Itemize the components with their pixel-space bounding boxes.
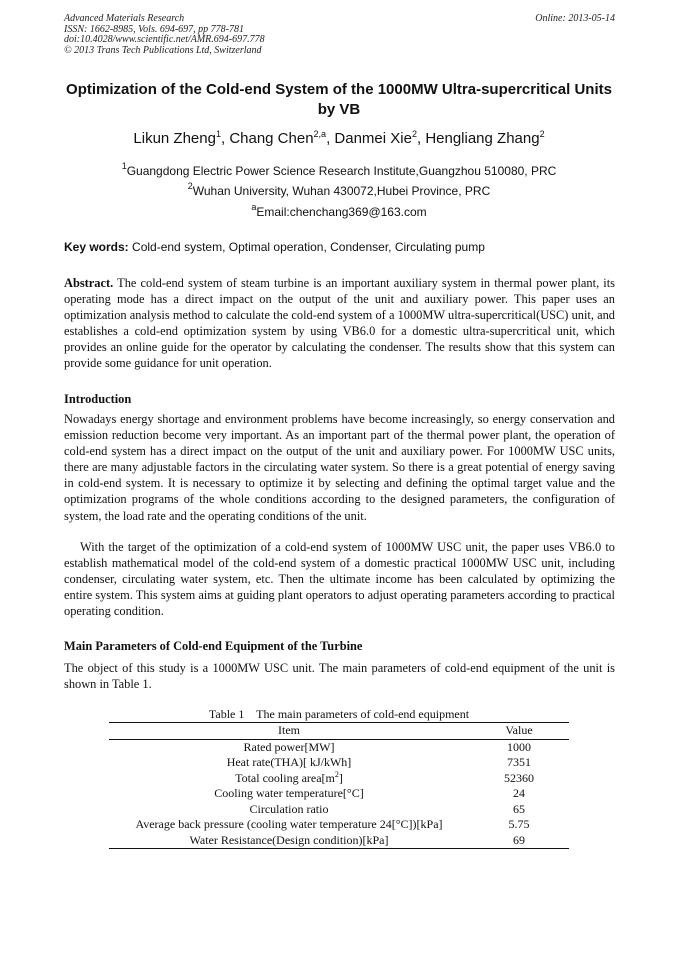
introduction-heading: Introduction — [64, 392, 132, 406]
table-caption: Table 1 The main parameters of cold-end equipment — [208, 707, 470, 721]
value-cell: 52360 — [504, 770, 534, 785]
value-cell: 69 — [513, 832, 525, 847]
table-row — [109, 817, 569, 833]
keywords-text: Cold-end system, Optimal operation, Condenser, Circulating pump — [132, 240, 485, 254]
copyright-line: © 2013 Trans Tech Publications Ltd, Switzerland — [64, 44, 262, 56]
author-name: Likun Zheng — [133, 130, 216, 147]
affiliation-1 — [60, 163, 618, 179]
table-row — [109, 786, 569, 802]
author-name: Danmei Xie — [334, 130, 412, 147]
column-header-item: Item — [278, 723, 300, 737]
affiliation-text: Guangdong Electric Power Science Research Institute,Guangzhou 510080, PRC — [126, 164, 557, 178]
affiliation-sup: a — [251, 202, 257, 212]
author-affil-sup: 2 — [411, 129, 417, 139]
item-cell: Heat rate(THA)[ kJ/kWh] — [226, 755, 352, 769]
column-header-value: Value — [505, 723, 533, 737]
author-list: Likun Zheng$^1$, Chang Chen$^{2,a}$, Danmei Xie$^2$, Hengliang Zhang$^2$ — [133, 129, 545, 147]
abstract-paragraph — [64, 275, 615, 372]
table-row — [109, 755, 569, 771]
table-row — [109, 739, 569, 755]
table-header-row — [109, 723, 569, 740]
journal-header — [64, 14, 615, 56]
value-cell: 24 — [513, 786, 525, 800]
item-cell — [109, 771, 469, 787]
item-text: Total cooling area[m — [235, 770, 335, 785]
table-row — [109, 833, 569, 849]
author-name: Chang Chen — [229, 130, 314, 147]
main-params-paragraph: The object of this study is a 1000MW USC unit. The main parameters of cold-end equipment of the unit is shown in Table 1. — [64, 661, 615, 692]
paper-title: Optimization of the Cold-end System of the 1000MW Ultra-supercritical Units by VB — [66, 81, 612, 118]
value-cell: 7351 — [507, 755, 531, 769]
issn-line: ISSN: 1662-8985, Vols. 694-697, pp 778-781 — [64, 23, 244, 35]
affiliation-sup: 2 — [187, 181, 193, 191]
author-affil-sup: 2,a — [313, 129, 327, 139]
author-affil-sup: 2 — [539, 129, 545, 139]
item-cell: Circulation ratio — [249, 801, 329, 816]
parameters-table — [109, 722, 569, 849]
keywords-label: Key words: — [64, 240, 129, 254]
table-row — [109, 771, 569, 787]
item-cell: Water Resistance(Design condition)[kPa] — [189, 832, 389, 847]
doi-line: doi:10.4028/www.scientific.net/AMR.694-697.778 — [64, 34, 265, 45]
online-date: Online: 2013-05-14 — [535, 13, 615, 24]
abstract-text: The cold-end system of steam turbine is an important auxiliary system in thermal power plant, its operating mode has a direct impact on the output of the unit and auxiliary power. This paper uses an optimization analysis method to calculate the cold-end system of a 1000MW ultra-supercritical(USC) unit, and establishes a cold-end optimization system by using VB6.0 for a domestic ultra-supercritical unit, which provides an online guide for the operator by calculating the condenser. The results show that this system can provide some guidance for unit operation. — [64, 276, 616, 371]
item-cell: Average back pressure (cooling water temperature 24[°C])[kPa] — [135, 817, 443, 831]
unit-superscript: 2 — [334, 769, 339, 779]
affiliation-text: Wuhan University, Wuhan 430072,Hubei Province, PRC — [192, 184, 491, 198]
email-line — [60, 204, 618, 220]
author-affil-sup: 1 — [215, 129, 221, 139]
value-cell: 1000 — [507, 739, 531, 754]
affiliation-sup: 1 — [121, 161, 127, 171]
introduction-paragraph-2: With the target of the optimization of a cold-end system of 1000MW USC unit, the paper uses VB6.0 to establish mathematical model of the cold-end system of a domestic practical 1000MW USC unit, including condenser, circulating water system, etc. Then the ultimate income has been calculated by optimizing the entire system. This system aims at guiding plant operators to adjust operating parameters according to practical operating condition. — [64, 540, 616, 619]
author-name: Hengliang Zhang — [425, 130, 540, 147]
value-cell: 65 — [513, 801, 525, 816]
keywords-line — [64, 239, 615, 255]
main-params-heading: Main Parameters of Cold-end Equipment of the Turbine — [64, 639, 363, 653]
item-cell: Cooling water temperature[°C] — [214, 786, 364, 800]
item-text-close: ] — [338, 770, 343, 785]
journal-name: Advanced Materials Research — [64, 13, 185, 24]
email-text[interactable]: Email:chenchang369@163.com — [256, 205, 427, 219]
affiliation-2 — [60, 183, 618, 199]
introduction-paragraph-1: Nowadays energy shortage and environment problems have become increasingly, so energy conservation and emission reduction become very important. As an important part of the thermal power plant, the operation of cold-end system has a direct impact on the output of the unit and auxiliary power. For 1000MW USC units, there are many adjustable factors in the circulating water system. So there is a great potential of energy saving in cold-end system. It is necessary to optimize it by selecting and defining the optimal target value and the optimization programs of the whole conditions according to the designed parameters, the configuration of system, the load rate and the operating conditions of the unit. — [64, 412, 615, 523]
abstract-label: Abstract. — [64, 276, 114, 290]
item-cell: Rated power[MW] — [243, 739, 335, 754]
value-cell: 5.75 — [508, 817, 530, 831]
table-row — [109, 802, 569, 818]
